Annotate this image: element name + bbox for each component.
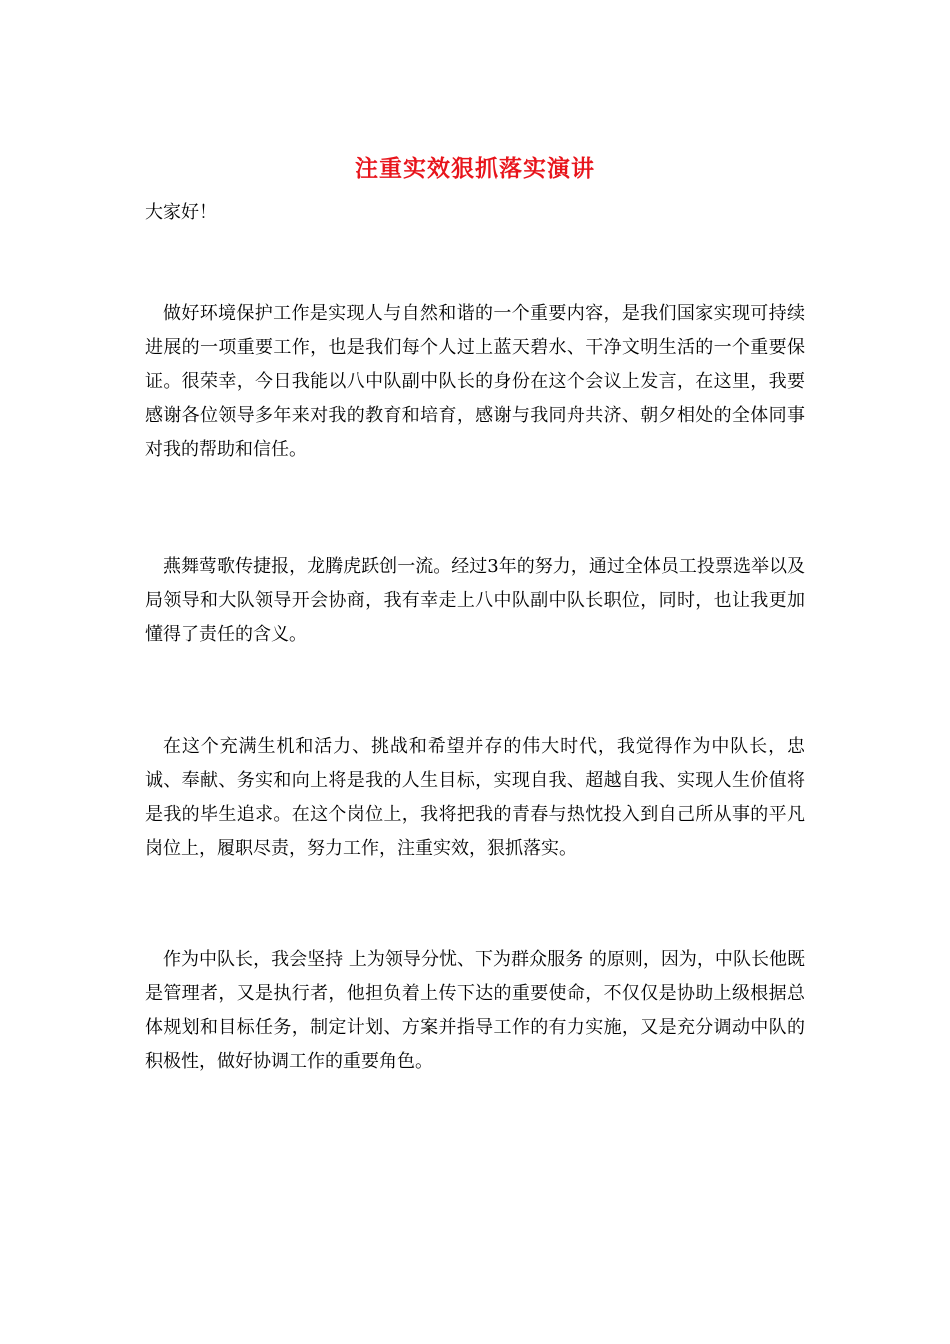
body-paragraph-3: 在这个充满生机和活力、挑战和希望并存的伟大时代，我觉得作为中队长，忠诚、奉献、务实和向上将是我的人生目标，实现自我、超越自我、实现人生价值将是我的毕生追求。在这个岗位上，我将把我的青春与热忱投入到自己所从事的平凡岗位上，履职尽责，努力工作，注重实效，狠抓落实。 — [145, 736, 805, 859]
body-paragraph-1: 做好环境保护工作是实现人与自然和谐的一个重要内容，是我们国家实现可持续进展的一项重要工作，也是我们每个人过上蓝天碧水、干净文明生活的一个重要保证。很荣幸，今日我能以八中队副中队长的身份在这个会议上发言，在这里，我要感谢各位领导多年来对我的教育和培育，感谢与我同舟共济、朝夕相处的全体同事对我的帮助和信任。 — [145, 303, 805, 460]
document-title: 注重实效狠抓落实演讲 — [355, 155, 595, 182]
body-paragraph-4: 作为中队长，我会坚持 上为领导分忧、下为群众服务 的原则，因为，中队长他既是管理者，又是执行者，他担负着上传下达的重要使命，不仅仅是协助上级根据总体规划和目标任务，制定计划、方案并指导工作的有力实施，又是充分调动中队的积极性，做好协调工作的重要角色。 — [145, 949, 805, 1072]
body-paragraph-2: 燕舞莺歌传捷报，龙腾虎跃创一流。经过3年的努力，通过全体员工投票选举以及局领导和大队领导开会协商，我有幸走上八中队副中队长职位，同时，也让我更加懂得了责任的含义。 — [145, 556, 805, 645]
greeting-text: 大家好！ — [145, 202, 217, 223]
